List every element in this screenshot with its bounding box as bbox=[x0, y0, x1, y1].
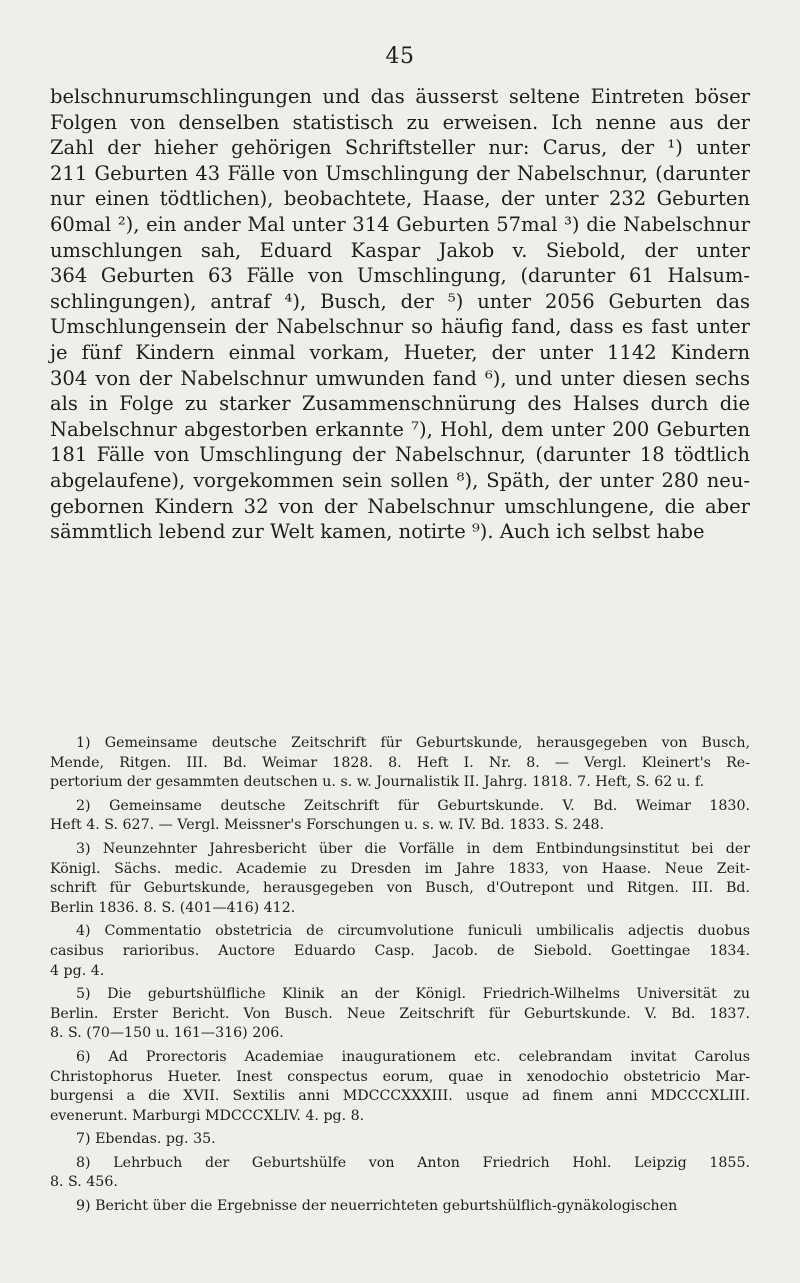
body-line: Umschlungensein der Nabelschnur so häufig fand, dass es fast unter bbox=[50, 315, 750, 339]
page-number: 45 bbox=[385, 44, 415, 69]
footnote-3 bbox=[50, 840, 750, 918]
body-line: 211 Geburten 43 Fälle von Umschlingung der Nabelschnur, (darunter bbox=[50, 161, 750, 185]
footnote-line: 6) Ad Prorectoris Academiae inaugurationem etc. celebrandam invitat Carolus bbox=[76, 1048, 750, 1065]
body-line: 364 Geburten 63 Fälle von Umschlingung, (darunter 61 Halsum- bbox=[50, 264, 750, 288]
footnote-line: 4) Commentatio obstetricia de circumvolutione funiculi umbilicalis adjectis duobus bbox=[76, 923, 750, 940]
footnote-4 bbox=[50, 922, 750, 981]
body-line: sämmtlich lebend zur Welt kamen, notirte ⁹). Auch ich selbst habe bbox=[50, 520, 705, 544]
body-line: nur einen tödtlichen), beobachtete, Haase, der unter 232 Geburten bbox=[50, 187, 750, 211]
footnote-7 bbox=[50, 1130, 750, 1150]
footnote-line: casibus rarioribus. Auctore Eduardo Casp. Jacob. de Siebold. Goettingae 1834. bbox=[50, 942, 750, 959]
body-line: 60mal ²), ein ander Mal unter 314 Geburten 57mal ³) die Nabelschnur bbox=[50, 212, 750, 236]
body-line: Folgen von denselben statistisch zu erweisen. Ich nenne aus der bbox=[50, 110, 750, 134]
body-line: Zahl der hieher gehörigen Schriftsteller nur: Carus, der ¹) unter bbox=[50, 136, 750, 160]
footnote-line: pertorium der gesammten deutschen u. s. w. Journalistik II. Jahrg. 1818. 7. Heft, S. 62 u. f. bbox=[50, 774, 705, 791]
body-line: 304 von der Nabelschnur umwunden fand ⁶), und unter diesen sechs bbox=[50, 366, 750, 390]
footnote-line: burgensi a die XVII. Sextilis anni MDCCCXXXIII. usque ad finem anni MDCCCXLIII. bbox=[50, 1088, 750, 1105]
footnote-line: 2) Gemeinsame deutsche Zeitschrift für Geburtskunde. V. Bd. Weimar 1830. bbox=[76, 797, 750, 814]
footnote-9 bbox=[50, 1197, 750, 1217]
footnote-1 bbox=[50, 734, 750, 793]
body-line: als in Folge zu starker Zusammenschnürung des Halses durch die bbox=[50, 392, 750, 416]
footnote-line: schrift für Geburtskunde, herausgegeben von Busch, d'Outrepont und Ritgen. III. Bd. bbox=[50, 880, 750, 897]
footnote-line: 8. S. (70—150 u. 161—316) 206. bbox=[50, 1025, 284, 1042]
footnote-line: Königl. Sächs. medic. Academie zu Dresden im Jahre 1833, von Haase. Neue Zeit- bbox=[50, 860, 750, 877]
body-line: je fünf Kindern einmal vorkam, Hueter, der unter 1142 Kindern bbox=[50, 340, 750, 364]
body-line: schlingungen), antraf ⁴), Busch, der ⁵) unter 2056 Geburten das bbox=[50, 289, 750, 313]
footnote-line: Berlin 1836. 8. S. (401—416) 412. bbox=[50, 899, 296, 916]
footnote-line: 3) Neunzehnter Jahresbericht über die Vorfälle in dem Entbindungsinstitut bei der bbox=[76, 840, 750, 857]
footnote-8 bbox=[50, 1154, 750, 1193]
footnote-line: 8) Lehrbuch der Geburtshülfe von Anton Friedrich Hohl. Leipzig 1855. bbox=[76, 1154, 750, 1171]
footnote-line: 8. S. 456. bbox=[50, 1174, 118, 1191]
body-line: umschlungen sah, Eduard Kaspar Jakob v. Siebold, der unter bbox=[50, 238, 750, 262]
footnote-line: 5) Die geburtshülfliche Klinik an der Königl. Friedrich-Wilhelms Universität zu bbox=[76, 986, 750, 1003]
footnote-line: 4 pg. 4. bbox=[50, 962, 105, 979]
body-line: 181 Fälle von Umschlingung der Nabelschnur, (darunter 18 tödtlich bbox=[50, 443, 750, 467]
main-text bbox=[50, 84, 750, 545]
footnote-5 bbox=[50, 985, 750, 1044]
footnote-line: 1) Gemeinsame deutsche Zeitschrift für Geburtskunde, herausgegeben von Busch, bbox=[76, 735, 750, 751]
body-line: belschnurumschlingungen und das äusserst seltene Eintreten böser bbox=[50, 85, 750, 108]
footnotes bbox=[50, 734, 750, 1221]
footnote-line: Christophorus Hueter. Inest conspectus eorum, quae in xenodochio obstetricio Mar- bbox=[50, 1068, 750, 1085]
footnote-2 bbox=[50, 797, 750, 836]
body-line: Nabelschnur abgestorben erkannte ⁷), Hohl, dem unter 200 Geburten bbox=[50, 417, 750, 441]
footnote-line: 7) Ebendas. pg. 35. bbox=[76, 1131, 216, 1148]
body-line: abgelaufene), vorgekommen sein sollen ⁸), Späth, der unter 280 neu- bbox=[50, 468, 750, 492]
footnote-line: Berlin. Erster Bericht. Von Busch. Neue Zeitschrift für Geburtskunde. V. Bd. 1837. bbox=[50, 1005, 750, 1022]
footnote-line: Mende, Ritgen. III. Bd. Weimar 1828. 8. Heft I. Nr. 8. — Vergl. Kleinert's Re- bbox=[50, 754, 750, 771]
footnote-line: 9) Bericht über die Ergebnisse der neuerrichteten geburtshülflich-gynäkologischen bbox=[76, 1198, 678, 1215]
body-line: gebornen Kindern 32 von der Nabelschnur umschlungene, die aber bbox=[50, 494, 750, 518]
footnote-line: evenerunt. Marburgi MDCCCXLIV. 4. pg. 8. bbox=[50, 1107, 365, 1124]
footnote-6 bbox=[50, 1048, 750, 1126]
footnote-line: Heft 4. S. 627. — Vergl. Meissner's Forschungen u. s. w. IV. Bd. 1833. S. 248. bbox=[50, 817, 605, 834]
